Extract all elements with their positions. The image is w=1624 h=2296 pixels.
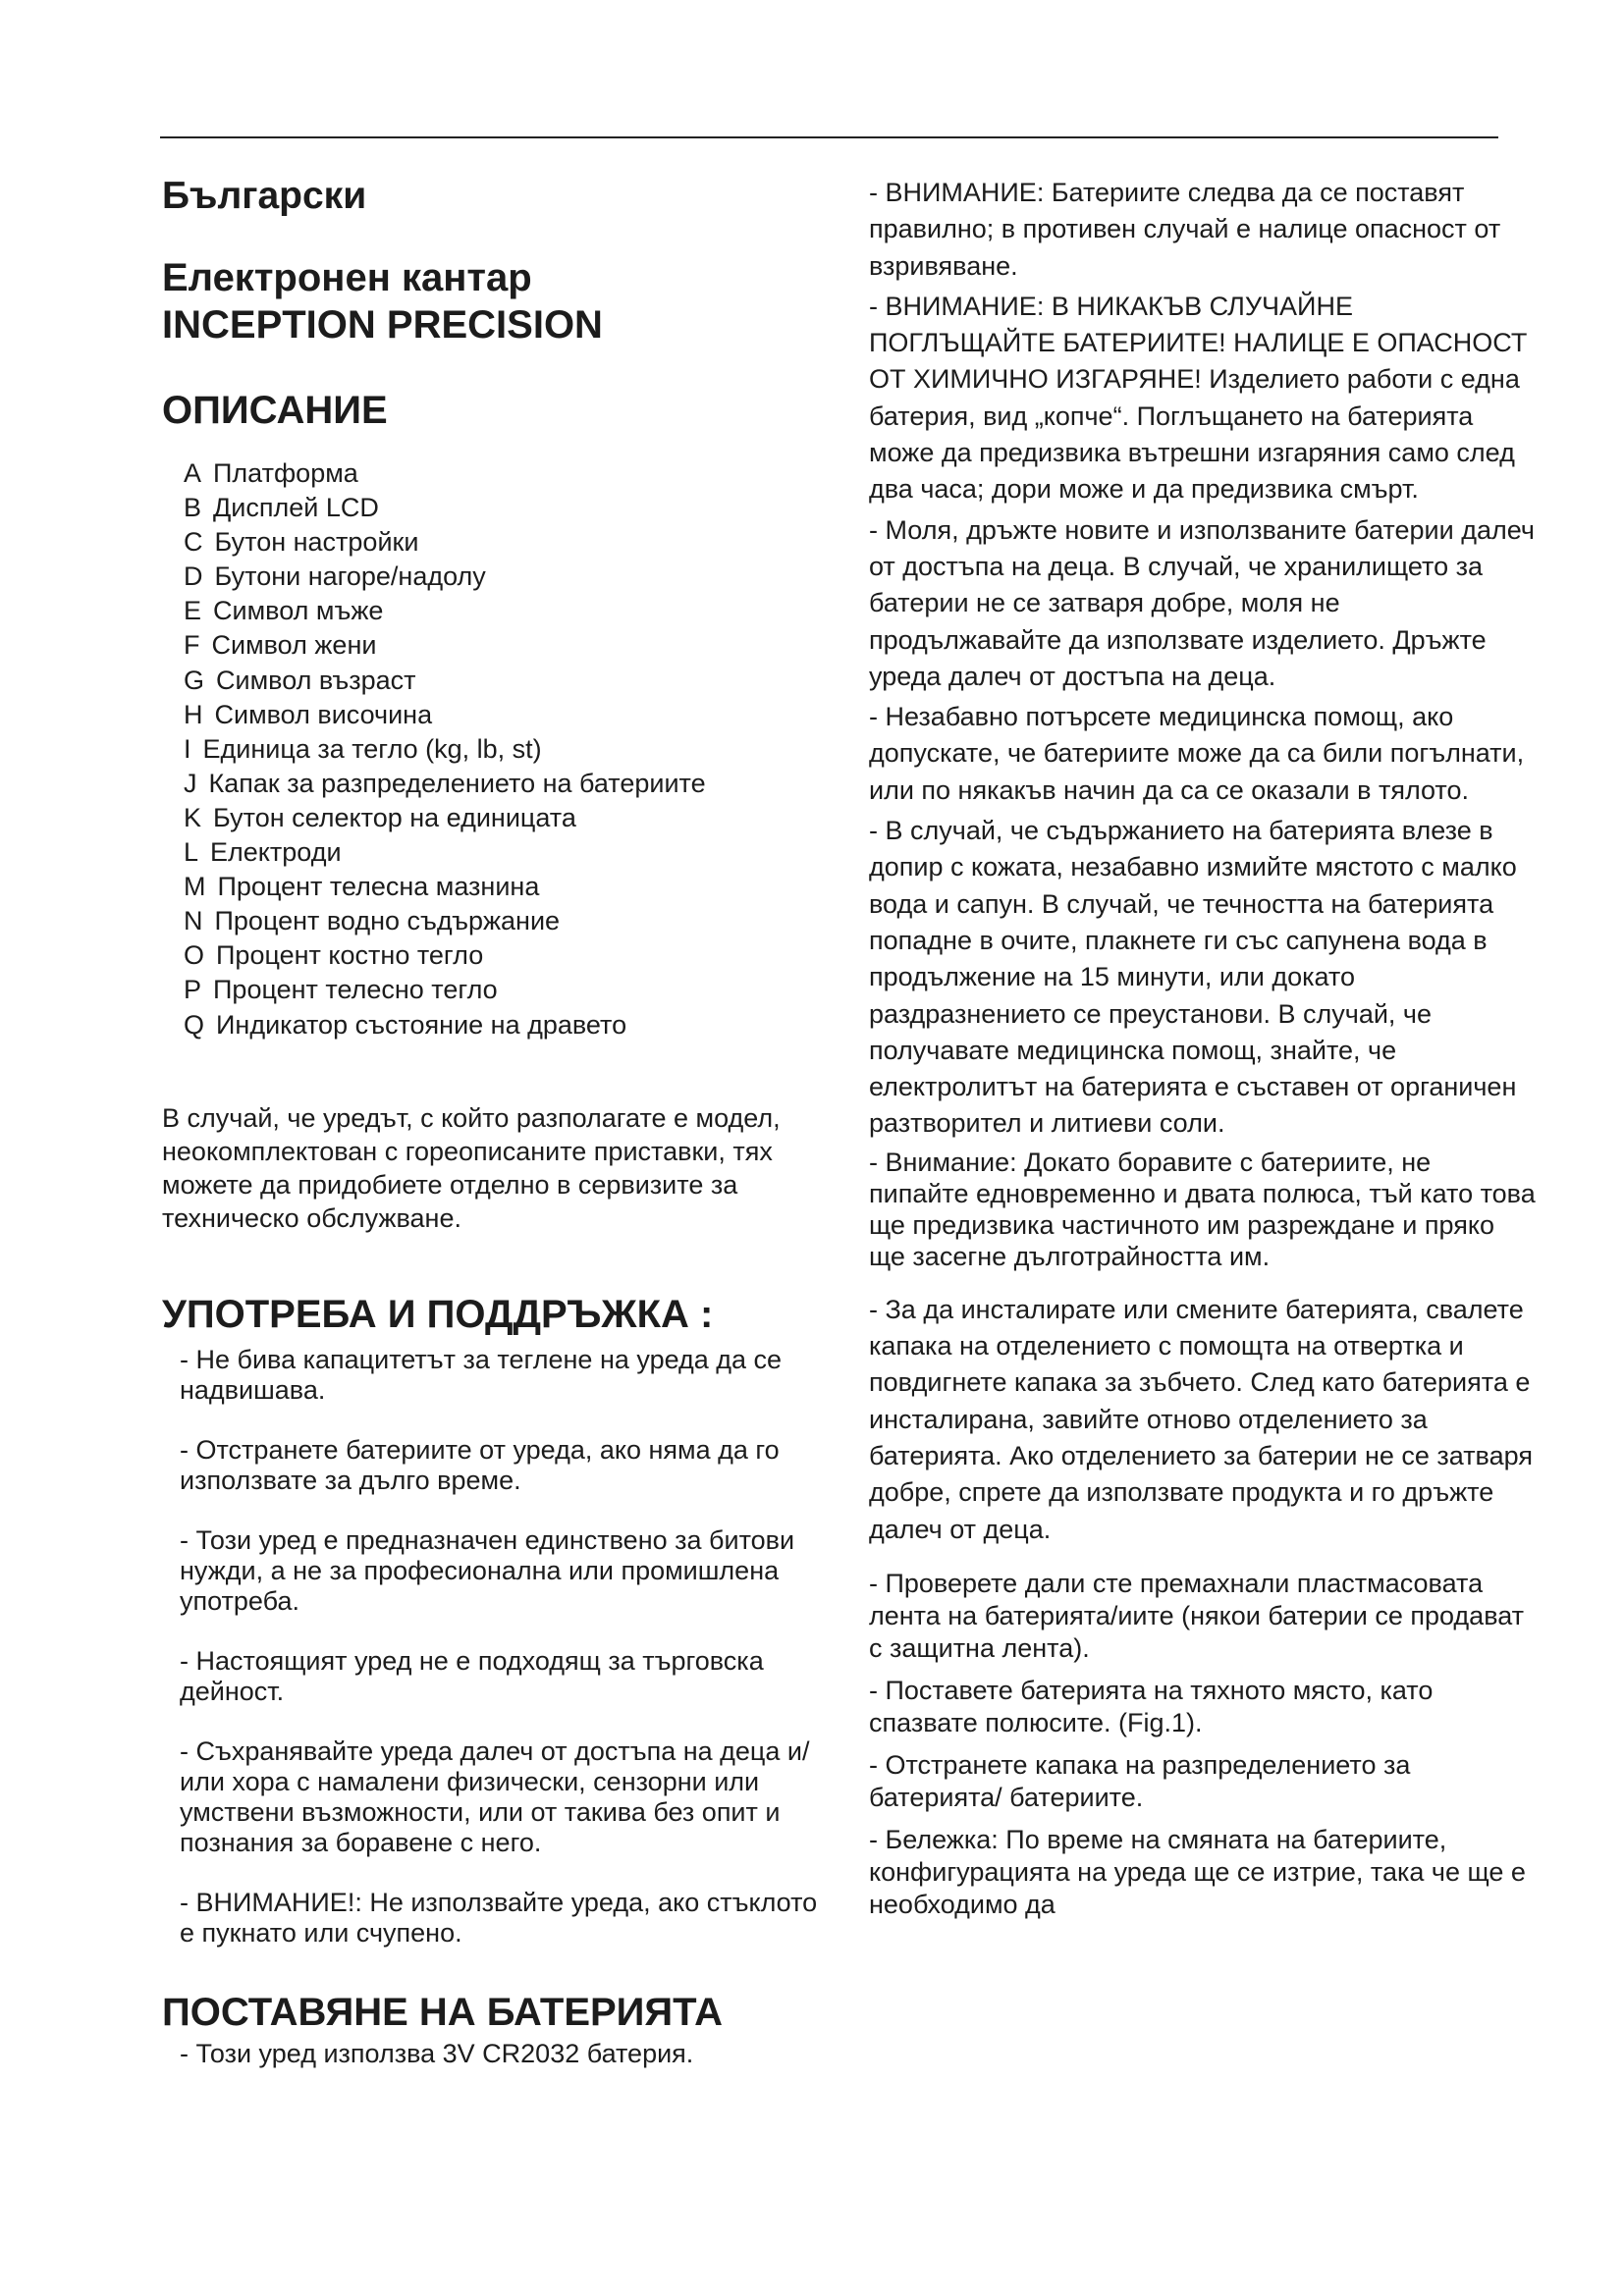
item-text: Индикатор състояние на дравето bbox=[216, 1009, 627, 1040]
battery-title: ПОСТАВЯНЕ НА БАТЕРИЯТА bbox=[162, 1990, 723, 2034]
warning-item: - Моля, дръжте новите и използваните батерии далеч от достъпа на деца. В случай, че хранилището за батерии не се затваря добре, моля не продължавайте да използвате изделието. Дръжте уреда далеч от достъпа на деца. bbox=[869, 514, 1535, 691]
item-letter: B bbox=[184, 493, 202, 523]
description-item bbox=[184, 732, 830, 767]
item-letter: N bbox=[184, 906, 203, 936]
item-letter: E bbox=[184, 596, 202, 626]
item-text: Електроди bbox=[210, 837, 342, 868]
item-letter: M bbox=[184, 872, 206, 902]
item-text: Символ височина bbox=[214, 699, 433, 729]
product-title bbox=[162, 254, 830, 348]
item-text: Платформа bbox=[213, 458, 358, 488]
warning-item: - Проверете дали сте премахнали пластмасовата лента на батерията/иите (някои батерии се продават с защитна лента). bbox=[869, 1568, 1525, 1663]
warning-item: - Отстранете капака на разпределението за батерията/ батериите. bbox=[869, 1749, 1411, 1812]
description-item bbox=[184, 767, 830, 801]
item-text: Символ жени bbox=[211, 630, 377, 661]
item-text: Процент костно тегло bbox=[216, 940, 484, 971]
item-letter: K bbox=[184, 802, 202, 832]
usage-item: - ВНИМАНИЕ!: Не използвайте уреда, ако стъклото е пукнато или счупено. bbox=[180, 1887, 818, 1948]
accessories-note: В случай, че уредът, с който разполагате е модел, неокомплектован с гореописаните приставки, тях можете да придобиете отделно в сервизите за техническо обслужване. bbox=[162, 1102, 781, 1233]
warning-item: - Бележка: По време на смяната на батериите, конфигурацията на уреда ще се изтрие, така че ще е необходимо да bbox=[869, 1824, 1526, 1919]
usage-list bbox=[180, 1345, 830, 1949]
description-title: ОПИСАНИЕ bbox=[162, 389, 388, 432]
description-item bbox=[184, 973, 830, 1007]
item-letter: G bbox=[184, 665, 205, 695]
description-item bbox=[184, 491, 830, 525]
item-letter: L bbox=[184, 837, 199, 868]
language-title: Български bbox=[162, 175, 367, 217]
item-text: Бутони нагоре/надолу bbox=[214, 561, 486, 592]
right-column bbox=[869, 175, 1537, 1921]
top-rule bbox=[160, 136, 1498, 138]
description-item bbox=[184, 698, 830, 732]
item-text: Символ възраст bbox=[216, 665, 416, 695]
item-text: Дисплей LCD bbox=[213, 493, 379, 523]
item-text: Процент водно съдържание bbox=[214, 906, 561, 936]
usage-item: - Не бива капацитетът за теглене на уреда да се надвишава. bbox=[180, 1344, 783, 1405]
item-text: Единица за тегло (kg, lb, st) bbox=[202, 733, 542, 764]
item-letter: Q bbox=[184, 1009, 205, 1040]
warning-item: - Незабавно потърсете медицинска помощ, ако допускате, че батериите може да са били погълнати, или по някакъв начин да са се оказали в тялото. bbox=[869, 702, 1525, 805]
description-item bbox=[184, 628, 830, 663]
item-text: Бутон настройки bbox=[214, 527, 419, 558]
left-column bbox=[162, 172, 830, 2070]
description-item bbox=[184, 904, 830, 938]
product-title-line1: Електронен кантар bbox=[162, 256, 532, 299]
usage-item: - Този уред е предназначен единствено за битови нужди, а не за професионална или промишлена употреба. bbox=[180, 1524, 795, 1616]
description-item bbox=[184, 1008, 830, 1042]
item-letter: O bbox=[184, 940, 205, 971]
item-text: Процент телесна мазнина bbox=[217, 872, 540, 902]
item-letter: I bbox=[184, 733, 191, 764]
battery-warnings-list bbox=[869, 175, 1537, 1921]
item-text: Символ мъже bbox=[213, 596, 384, 626]
item-letter: D bbox=[184, 561, 203, 592]
description-item bbox=[184, 664, 830, 698]
description-list bbox=[184, 456, 830, 1042]
warning-item: - ВНИМАНИЕ: Батериите следва да се поставят правилно; в противен случай е налице опасност от взривяване. bbox=[869, 178, 1501, 281]
usage-item: - Съхранявайте уреда далеч от достъпа на деца и/или хора с намалени физически, сензорни или умствени възможности, или от такива без опит и познания за боравене с него. bbox=[180, 1735, 810, 1857]
item-letter: J bbox=[184, 768, 197, 798]
warning-item: - Внимание: Докато боравите с батериите, не пипайте едновременно и двата полюса, тъй като това ще предизвика частичното им разреждане и пряко ще засегне дълготрайността им. bbox=[869, 1147, 1536, 1271]
product-title-line2: INCEPTION PRECISION bbox=[162, 303, 603, 347]
description-item bbox=[184, 560, 830, 594]
item-letter: P bbox=[184, 975, 202, 1005]
item-text: Капак за разпределението на батериите bbox=[208, 768, 706, 798]
description-item bbox=[184, 870, 830, 904]
description-item bbox=[184, 456, 830, 491]
description-item bbox=[184, 801, 830, 835]
battery-first-item: - Този уред използва 3V CR2032 батерия. bbox=[180, 2038, 694, 2068]
description-item bbox=[184, 594, 830, 628]
item-text: Процент телесно тегло bbox=[213, 975, 498, 1005]
warning-item: - В случай, че съдържанието на батерията влезе в допир с кожата, незабавно измийте мястото с малко вода и сапун. В случай, че течността на батерията попадне в очите, плакнете ги със сапунена вода в продължение на 15 минути, или докато раздразнението се преустанови. В случай, че получавате медицинска помощ, знайте, че електролитът на батерията е съставен от органичен разтворител и литиеви соли. bbox=[869, 816, 1517, 1139]
description-item bbox=[184, 938, 830, 973]
usage-item: - Настоящият уред не е подходящ за търговска дейност. bbox=[180, 1645, 764, 1706]
warning-item: - Поставете батерията на тяхното място, като спазвате полюсите. (Fig.1). bbox=[869, 1675, 1434, 1737]
usage-item: - Отстранете батериите от уреда, ако няма да го използвате за дълго време. bbox=[180, 1434, 780, 1495]
item-text: Бутон селектор на единицата bbox=[213, 802, 576, 832]
item-letter: A bbox=[184, 458, 202, 488]
item-letter: F bbox=[184, 630, 200, 661]
warning-item: - ВНИМАНИЕ: В НИКАКЪВ СЛУЧАЙНЕ ПОГЛЪЩАЙТЕ БАТЕРИИТЕ! НАЛИЦЕ Е ОПАСНОСТ ОТ ХИМИЧНО ИЗГАРЯНЕ! Изделието работи с една батерия, вид „копче“. Поглъщането на батерията може да предизвика вътрешни изгаряния само след два часа; дори може и да предизвика смърт. bbox=[869, 291, 1528, 505]
description-item bbox=[184, 525, 830, 560]
description-item bbox=[184, 835, 830, 870]
usage-title: УПОТРЕБА И ПОДДРЪЖКА : bbox=[162, 1292, 714, 1336]
item-letter: H bbox=[184, 699, 203, 729]
item-letter: C bbox=[184, 527, 203, 558]
warning-item: - За да инсталирате или смените батерията, свалете капака на отделението с помощта на отвертка и повдигнете капака за зъбчето. След като батерията е инсталирана, завийте отново отделението за батерията. Ако отделението за батерии не се затваря добре, спрете да използвате продукта и го дръжте далеч от деца. bbox=[869, 1294, 1533, 1544]
